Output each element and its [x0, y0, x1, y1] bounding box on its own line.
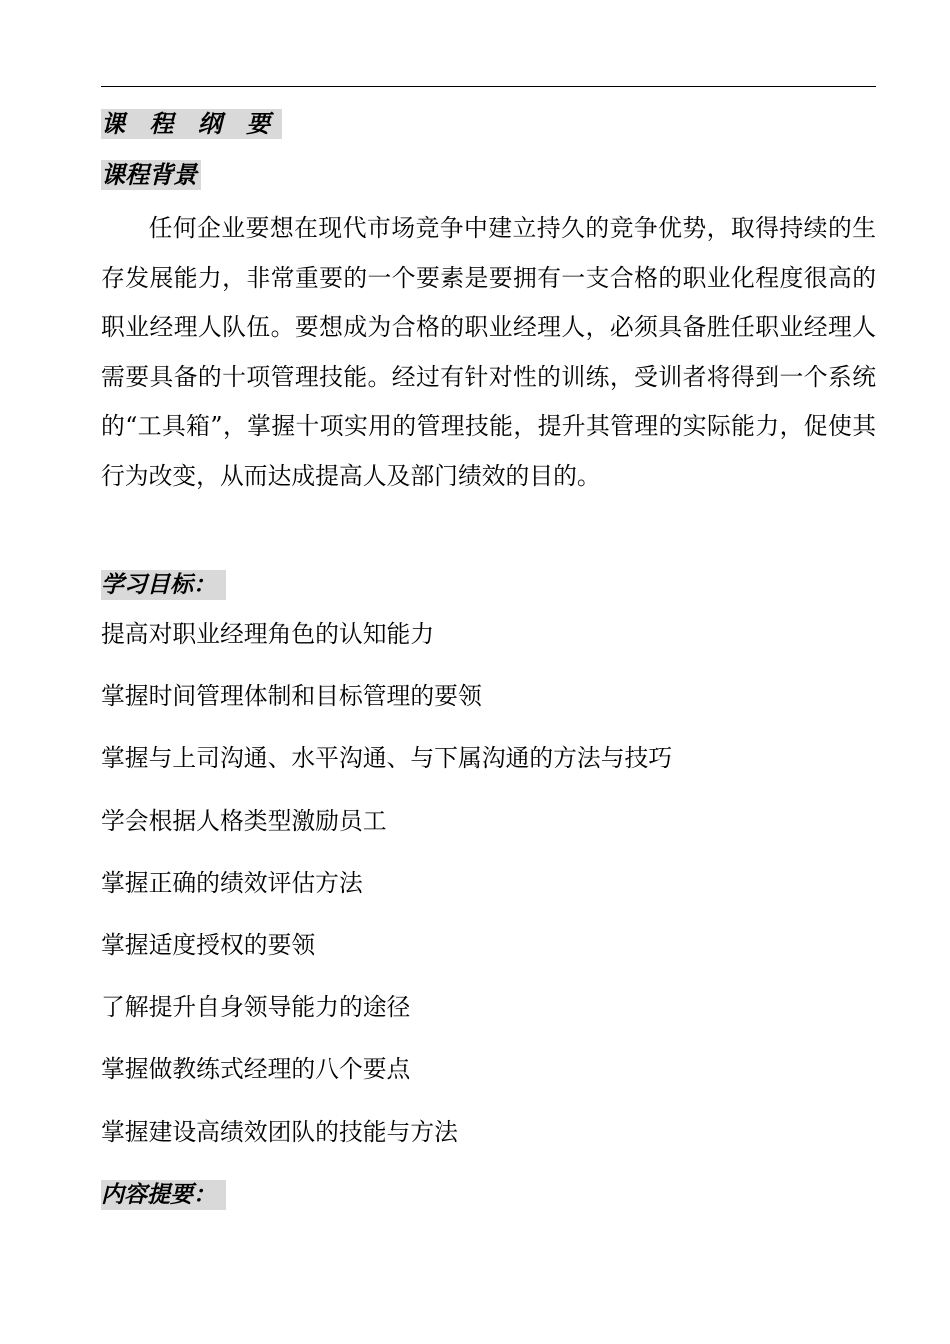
goal-item: 学会根据人格类型激励员工 [101, 806, 387, 835]
goal-item: 了解提升自身领导能力的途径 [101, 993, 411, 1022]
goal-item: 掌握正确的绩效评估方法 [101, 868, 363, 897]
learning-goals-heading: 学习目标： [101, 570, 226, 600]
goal-item: 掌握建设高绩效团队的技能与方法 [101, 1117, 458, 1146]
goal-item: 掌握时间管理体制和目标管理的要领 [101, 682, 482, 711]
course-outline-heading: 课 程 纲 要 [101, 109, 282, 139]
goal-item: 掌握与上司沟通、水平沟通、与下属沟通的方法与技巧 [101, 744, 673, 773]
goal-item: 掌握做教练式经理的八个要点 [101, 1055, 411, 1084]
top-rule [101, 86, 876, 87]
goal-item: 掌握适度授权的要领 [101, 930, 316, 959]
content-summary-heading: 内容提要： [101, 1180, 226, 1210]
course-background-heading: 课程背景 [101, 160, 201, 190]
learning-goals-list [101, 612, 876, 1172]
goal-item: 提高对职业经理角色的认知能力 [101, 620, 435, 648]
course-background-paragraph: 任何企业要想在现代市场竞争中建立持久的竞争优势，取得持续的生存发展能力，非常重要的一个要素是要拥有一支合格的职业化程度很高的职业经理人队伍。要想成为合格的职业经理人，必须具备胜任职业经理人需要具备的十项管理技能。经过有针对性的训练，受训者将得到一个系统的“工具箱”，掌握十项实用的管理技能，提升其管理的实际能力，促使其行为改变，从而达成提高人及部门绩效的目的。 [101, 214, 876, 490]
